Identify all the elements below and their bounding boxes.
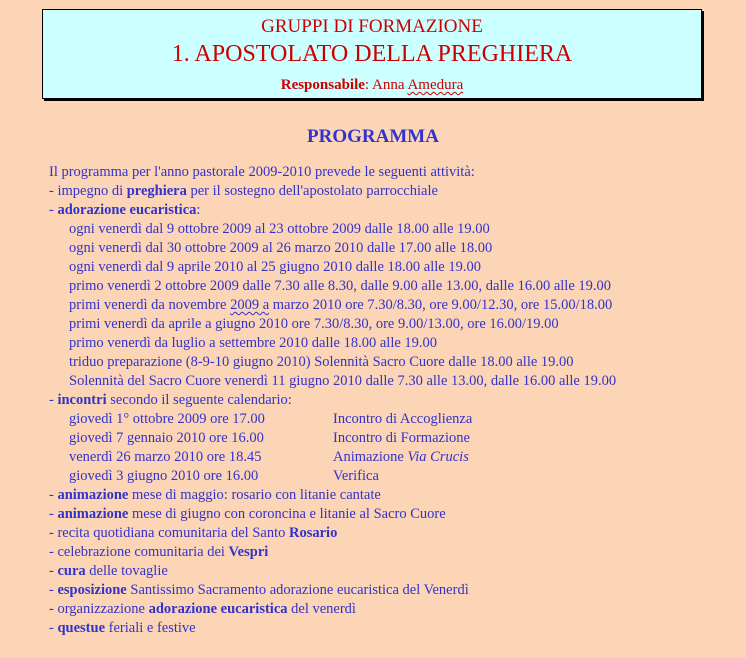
rosario-line: [49, 524, 739, 543]
adorazione-item: triduo preparazione (8-9-10 giugno 2010) Solennità Sacro Cuore dalle 18.00 alle 19.00: [69, 354, 574, 370]
adorazione-item: ogni venerdì dal 9 ottobre 2009 al 23 ottobre 2009 dalle 18.00 alle 19.00: [69, 221, 490, 237]
line-rest: delle tovaglie: [85, 563, 168, 579]
incontri-prefix: -: [49, 392, 58, 408]
line-prefix: - celebrazione comunitaria dei: [49, 544, 229, 560]
adorazione-bold: adorazione eucaristica: [57, 202, 197, 218]
line-prefix: - recita quotidiana comunitaria del Santo: [49, 525, 289, 541]
animazione-giugno-line: [49, 505, 739, 524]
line-prefix: -: [49, 563, 58, 579]
incontri-bold: incontri: [57, 392, 107, 408]
responsabile-first-name: Anna: [372, 77, 408, 93]
incontri-desc: Verifica: [333, 468, 379, 484]
incontri-desc: Incontro di Formazione: [333, 430, 470, 446]
adorazione-item-part-underlined: 2009 a: [230, 297, 270, 313]
incontri-row: [49, 448, 739, 467]
adorazione-rest: :: [196, 202, 201, 218]
line-bold: cura: [57, 563, 86, 579]
incontri-line: [49, 391, 739, 410]
organizzazione-line: [49, 600, 739, 619]
line-prefix: - organizzazione: [49, 601, 149, 617]
line-prefix: -: [49, 620, 58, 636]
intro-line: Il programma per l'anno pastorale 2009-2010 prevede le seguenti attività:: [49, 164, 475, 180]
header-box: [42, 9, 702, 99]
adorazione-item: ogni venerdì dal 9 aprile 2010 al 25 giugno 2010 dalle 18.00 alle 19.00: [69, 259, 481, 275]
incontri-desc: Incontro di Accoglienza: [333, 411, 473, 427]
adorazione-item: primo venerdì da luglio a settembre 2010 dalle 18.00 alle 19.00: [69, 335, 438, 351]
line-rest: mese di maggio: rosario con litanie cantate: [128, 487, 381, 503]
responsabile-sep: :: [364, 77, 373, 93]
adorazione-item: Solennità del Sacro Cuore venerdì 11 giugno 2010 dalle 7.30 alle 13.00, dalle 16.00 alle 19.00: [69, 373, 617, 389]
cura-line: [49, 562, 739, 581]
preghiera-bold: preghiera: [126, 183, 187, 199]
line-bold: questue: [57, 620, 106, 636]
preghiera-rest: per il sostegno dell'apostolato parrocchiale: [186, 183, 438, 199]
incontri-rest: secondo il seguente calendario:: [106, 392, 292, 408]
line-prefix: -: [49, 506, 58, 522]
programma-content: [49, 163, 739, 638]
page-title: 1. APOSTOLATO DELLA PREGHIERA: [171, 41, 573, 67]
adorazione-item: [49, 296, 739, 315]
incontri-date: giovedì 7 gennaio 2010 ore 16.00: [69, 430, 264, 446]
adorazione-item: ogni venerdì dal 30 ottobre 2009 al 26 marzo 2010 dalle 17.00 alle 18.00: [69, 240, 493, 256]
line-bold: animazione: [57, 506, 129, 522]
esposizione-line: [49, 581, 739, 600]
line-prefix: -: [49, 582, 58, 598]
incontri-row: [49, 429, 739, 448]
incontri-row: [49, 467, 739, 486]
line-prefix: -: [49, 487, 58, 503]
responsabile-last-name: Amedura: [407, 77, 464, 93]
incontri-row: [49, 410, 739, 429]
adorazione-prefix: -: [49, 202, 58, 218]
group-heading: GRUPPI DI FORMAZIONE: [261, 16, 483, 37]
line-bold: Vespri: [228, 544, 269, 560]
adorazione-item: primo venerdì 2 ottobre 2009 dalle 7.30 alle 8.30, dalle 9.00 alle 13.00, dalle 16.00 alle 19.00: [69, 278, 612, 294]
line-rest: del venerdì: [287, 601, 356, 617]
preghiera-line: [49, 182, 739, 201]
line-rest: feriali e festive: [105, 620, 196, 636]
responsabile-line: [43, 76, 701, 94]
incontri-date: giovedì 1° ottobre 2009 ore 17.00: [69, 411, 265, 427]
line-bold: animazione: [57, 487, 129, 503]
vespri-line: [49, 543, 739, 562]
questue-line: [49, 619, 739, 638]
animazione-maggio-line: [49, 486, 739, 505]
incontri-desc-italic: Via Crucis: [407, 449, 469, 465]
line-bold: esposizione: [57, 582, 127, 598]
line-bold: Rosario: [288, 525, 338, 541]
preghiera-prefix: - impegno di: [49, 183, 127, 199]
incontri-desc-text: Animazione: [333, 449, 408, 465]
incontri-date: venerdì 26 marzo 2010 ore 18.45: [69, 449, 262, 465]
line-bold: adorazione eucaristica: [148, 601, 288, 617]
adorazione-item-part: marzo 2010 ore 7.30/8.30, ore 9.00/12.30, ore 15.00/18.00: [269, 297, 613, 313]
programma-heading: PROGRAMMA: [307, 126, 439, 147]
line-rest: mese di giugno con coroncina e litanie al Sacro Cuore: [128, 506, 446, 522]
adorazione-item-part: primi venerdì da novembre: [69, 297, 231, 313]
adorazione-item: primi venerdì da aprile a giugno 2010 ore 7.30/8.30, ore 9.00/13.00, ore 16.00/19.00: [69, 316, 559, 332]
line-rest: Santissimo Sacramento adorazione eucaristica del Venerdì: [126, 582, 469, 598]
incontri-date: giovedì 3 giugno 2010 ore 16.00: [69, 468, 259, 484]
incontri-desc: [333, 448, 469, 467]
adorazione-line: [49, 201, 739, 220]
responsabile-label: Responsabile: [280, 77, 365, 93]
